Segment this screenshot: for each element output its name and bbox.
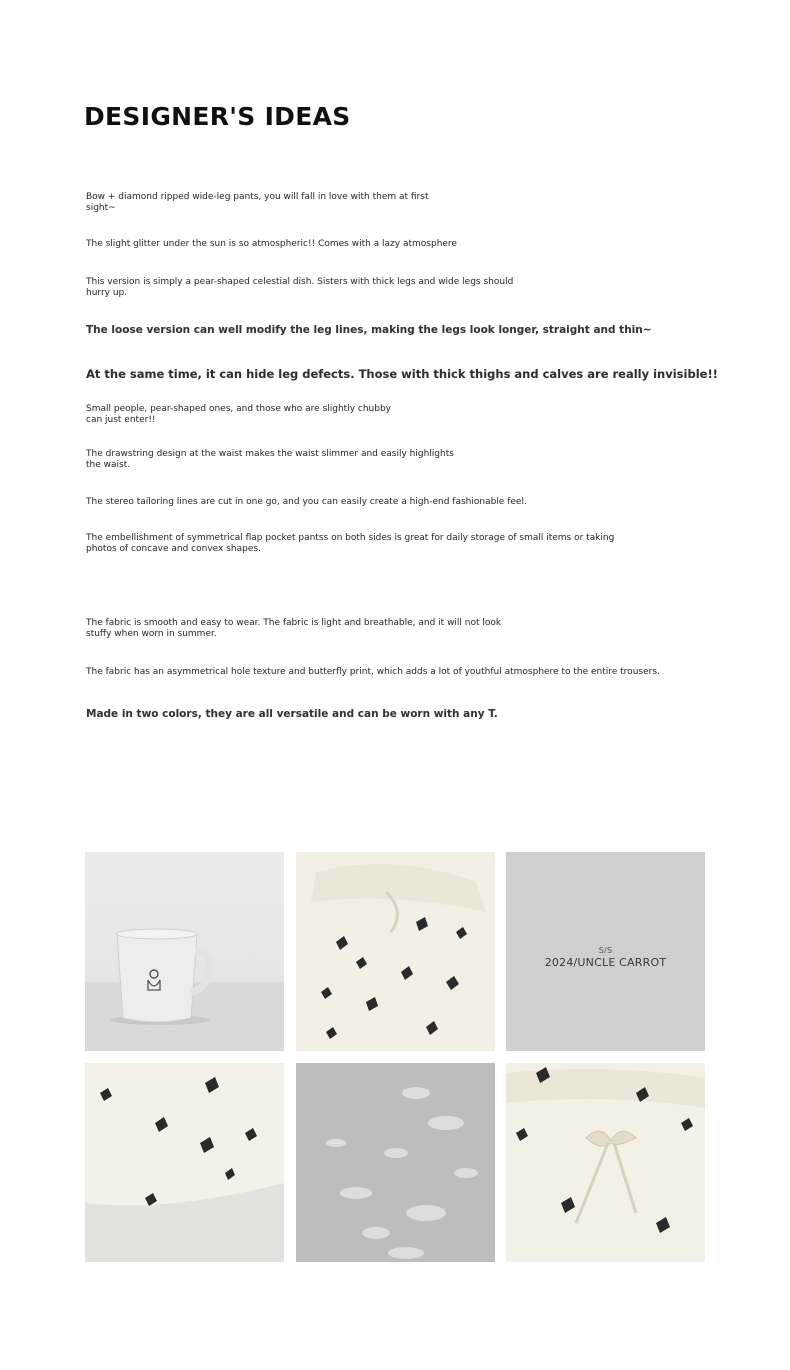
brand-text: 2024/UNCLE CARROT	[544, 956, 667, 969]
description-line: The fabric is smooth and easy to wear. The fabric is light and breathable, and it will not look stuffy when worn in summer.	[86, 618, 502, 639]
drawstring-detail-photo	[506, 1063, 705, 1262]
pants-detail-photo	[85, 1063, 284, 1262]
season-label: S/S	[598, 946, 613, 955]
mug-photo	[85, 852, 284, 1051]
description-line: The drawstring design at the waist makes the waist slimmer and easily highlights the waist.	[86, 449, 454, 470]
description-line: Small people, pear-shaped ones, and those who are slightly chubby can just enter!!	[86, 404, 392, 425]
pants-waistband-photo	[296, 852, 495, 1051]
description-line: The embellishment of symmetrical flap pocket pantss on both sides is great for daily storage of small items or taking photos of concave and convex shapes.	[86, 533, 615, 554]
description-line: The loose version can well modify the leg lines, making the legs look longer, straight and thin~	[86, 324, 652, 336]
brand-card	[506, 852, 705, 1051]
description-line: Made in two colors, they are all versatile and can be worn with any T.	[86, 708, 498, 720]
description-line: The fabric has an asymmetrical hole texture and butterfly print, which adds a lot of youthful atmosphere to the entire trousers.	[86, 667, 660, 677]
description-line: The slight glitter under the sun is so atmospheric!! Comes with a lazy atmosphere	[86, 239, 457, 249]
description-line: At the same time, it can hide leg defects. Those with thick thighs and calves are really invisible!!	[86, 367, 718, 381]
brand-caption	[506, 946, 705, 969]
description-line: Bow + diamond ripped wide-leg pants, you will fall in love with them at first sight~	[86, 192, 429, 213]
light-shadow-photo	[296, 1063, 495, 1262]
description-line: The stereo tailoring lines are cut in one go, and you can easily create a high-end fashionable feel.	[86, 497, 527, 507]
description-line: This version is simply a pear-shaped celestial dish. Sisters with thick legs and wide legs should hurry up.	[86, 277, 514, 298]
page-title: DESIGNER'S IDEAS	[84, 102, 351, 131]
